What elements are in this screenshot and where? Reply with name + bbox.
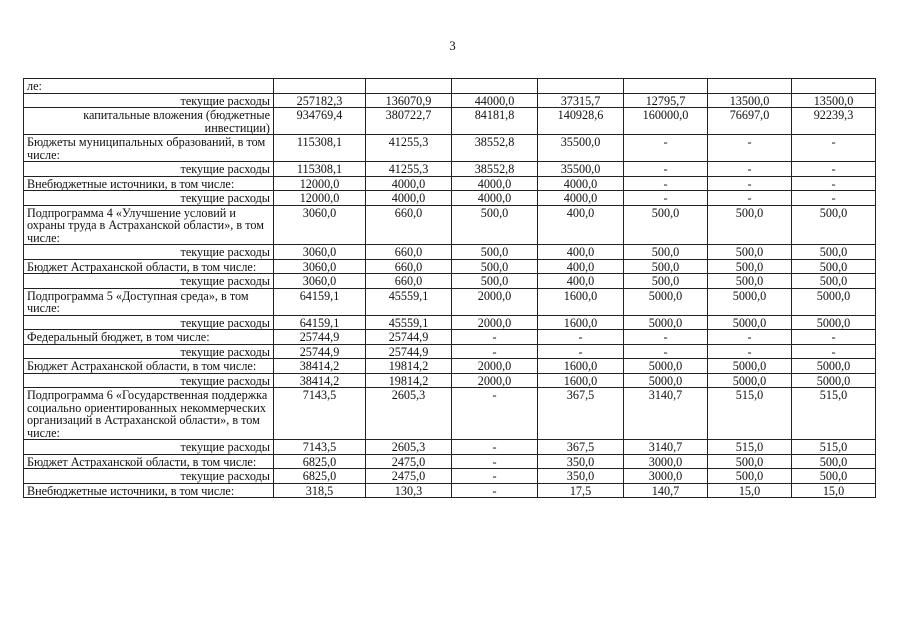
table-row <box>24 315 876 330</box>
value-cell: 19814,2 <box>366 373 452 388</box>
value-cell: 3060,0 <box>274 245 366 260</box>
value-cell: 6825,0 <box>274 454 366 469</box>
value-cell: 38414,2 <box>274 359 366 374</box>
value-cell: 5000,0 <box>624 288 708 315</box>
value-cell: - <box>792 162 876 177</box>
value-cell: 500,0 <box>452 205 538 245</box>
value-cell: 500,0 <box>792 454 876 469</box>
value-cell: 3060,0 <box>274 274 366 289</box>
budget-table <box>23 78 876 498</box>
value-cell: 367,5 <box>538 440 624 455</box>
value-cell: 934769,4 <box>274 108 366 135</box>
value-cell <box>274 79 366 94</box>
value-cell: - <box>452 344 538 359</box>
value-cell: 500,0 <box>624 205 708 245</box>
row-label: Подпрограмма 5 «Доступная среда», в том числе: <box>24 288 274 315</box>
value-cell: 2605,3 <box>366 388 452 440</box>
row-label: текущие расходы <box>24 93 274 108</box>
value-cell: 500,0 <box>792 245 876 260</box>
row-label: текущие расходы <box>24 162 274 177</box>
value-cell: - <box>792 191 876 206</box>
value-cell: 44000,0 <box>452 93 538 108</box>
budget-table-body <box>24 79 876 498</box>
table-row <box>24 245 876 260</box>
table-row <box>24 79 876 94</box>
table-row <box>24 191 876 206</box>
table-row <box>24 359 876 374</box>
value-cell: 3000,0 <box>624 454 708 469</box>
value-cell: 84181,8 <box>452 108 538 135</box>
value-cell: - <box>624 176 708 191</box>
value-cell: - <box>538 330 624 345</box>
value-cell: 4000,0 <box>366 191 452 206</box>
value-cell: 25744,9 <box>366 330 452 345</box>
value-cell: 660,0 <box>366 205 452 245</box>
table-row <box>24 274 876 289</box>
table-row <box>24 176 876 191</box>
value-cell <box>452 79 538 94</box>
value-cell: 45559,1 <box>366 315 452 330</box>
value-cell: 64159,1 <box>274 315 366 330</box>
value-cell: 7143,5 <box>274 440 366 455</box>
value-cell: 660,0 <box>366 245 452 260</box>
value-cell: 3140,7 <box>624 388 708 440</box>
value-cell: 4000,0 <box>538 191 624 206</box>
value-cell: 1600,0 <box>538 373 624 388</box>
value-cell: - <box>792 344 876 359</box>
value-cell: 4000,0 <box>538 176 624 191</box>
value-cell: 35500,0 <box>538 162 624 177</box>
value-cell: 5000,0 <box>792 359 876 374</box>
value-cell: 2475,0 <box>366 454 452 469</box>
value-cell: - <box>624 191 708 206</box>
table-row <box>24 330 876 345</box>
row-label: текущие расходы <box>24 469 274 484</box>
value-cell: - <box>708 176 792 191</box>
value-cell: 5000,0 <box>708 373 792 388</box>
value-cell: 500,0 <box>708 245 792 260</box>
table-row <box>24 373 876 388</box>
value-cell: 515,0 <box>792 388 876 440</box>
row-label: текущие расходы <box>24 274 274 289</box>
value-cell: 136070,9 <box>366 93 452 108</box>
table-row <box>24 162 876 177</box>
table-row <box>24 440 876 455</box>
value-cell <box>792 79 876 94</box>
value-cell: - <box>624 162 708 177</box>
value-cell: 500,0 <box>452 259 538 274</box>
value-cell: 515,0 <box>792 440 876 455</box>
value-cell: - <box>624 330 708 345</box>
value-cell: 4000,0 <box>452 176 538 191</box>
value-cell: - <box>708 162 792 177</box>
value-cell: - <box>452 388 538 440</box>
value-cell: - <box>708 191 792 206</box>
value-cell: 15,0 <box>792 483 876 498</box>
value-cell: 2000,0 <box>452 315 538 330</box>
value-cell: 1600,0 <box>538 315 624 330</box>
value-cell: 140928,6 <box>538 108 624 135</box>
row-label: Федеральный бюджет, в том числе: <box>24 330 274 345</box>
value-cell: 115308,1 <box>274 135 366 162</box>
value-cell: 5000,0 <box>624 373 708 388</box>
value-cell <box>538 79 624 94</box>
table-row <box>24 108 876 135</box>
value-cell: 13500,0 <box>708 93 792 108</box>
value-cell: 3060,0 <box>274 259 366 274</box>
value-cell: 500,0 <box>708 205 792 245</box>
page-number: 3 <box>449 38 456 53</box>
value-cell: - <box>452 469 538 484</box>
value-cell: 130,3 <box>366 483 452 498</box>
value-cell: 1600,0 <box>538 359 624 374</box>
value-cell: 500,0 <box>708 274 792 289</box>
value-cell: 500,0 <box>792 274 876 289</box>
row-label: Внебюджетные источники, в том числе: <box>24 483 274 498</box>
value-cell: 380722,7 <box>366 108 452 135</box>
value-cell: 3140,7 <box>624 440 708 455</box>
value-cell: - <box>792 135 876 162</box>
value-cell: 500,0 <box>452 274 538 289</box>
row-label: Бюджеты муниципальных образований, в том числе: <box>24 135 274 162</box>
table-row <box>24 135 876 162</box>
value-cell: 500,0 <box>708 454 792 469</box>
value-cell: 2000,0 <box>452 359 538 374</box>
value-cell: 37315,7 <box>538 93 624 108</box>
value-cell: 5000,0 <box>708 315 792 330</box>
value-cell: - <box>624 135 708 162</box>
value-cell: 5000,0 <box>792 315 876 330</box>
value-cell: - <box>708 330 792 345</box>
value-cell: 2605,3 <box>366 440 452 455</box>
value-cell: 350,0 <box>538 469 624 484</box>
value-cell <box>624 79 708 94</box>
value-cell: 500,0 <box>624 245 708 260</box>
value-cell: 500,0 <box>708 469 792 484</box>
value-cell: - <box>624 344 708 359</box>
value-cell <box>366 79 452 94</box>
table-row <box>24 259 876 274</box>
value-cell: 25744,9 <box>274 344 366 359</box>
value-cell: 35500,0 <box>538 135 624 162</box>
value-cell: 76697,0 <box>708 108 792 135</box>
table-row <box>24 483 876 498</box>
row-label: Внебюджетные источники, в том числе: <box>24 176 274 191</box>
value-cell: 350,0 <box>538 454 624 469</box>
value-cell: - <box>452 454 538 469</box>
value-cell: 64159,1 <box>274 288 366 315</box>
value-cell: 19814,2 <box>366 359 452 374</box>
row-label: капитальные вложения (бюджетные инвестиции) <box>24 108 274 135</box>
value-cell: 5000,0 <box>624 315 708 330</box>
value-cell: 41255,3 <box>366 135 452 162</box>
value-cell: 3000,0 <box>624 469 708 484</box>
value-cell: 660,0 <box>366 274 452 289</box>
value-cell: - <box>452 330 538 345</box>
value-cell: 5000,0 <box>792 288 876 315</box>
value-cell: 5000,0 <box>792 373 876 388</box>
value-cell: 3060,0 <box>274 205 366 245</box>
value-cell: 38552,8 <box>452 135 538 162</box>
table-row <box>24 288 876 315</box>
row-label: ле: <box>24 79 274 94</box>
value-cell: 500,0 <box>624 259 708 274</box>
row-label: Бюджет Астраханской области, в том числе: <box>24 359 274 374</box>
row-label: Подпрограмма 6 «Государственная поддержка социально ориентированных некоммерческих организаций в Астраханской области», в том числе: <box>24 388 274 440</box>
value-cell: 1600,0 <box>538 288 624 315</box>
value-cell: 25744,9 <box>274 330 366 345</box>
value-cell: - <box>452 483 538 498</box>
row-label: текущие расходы <box>24 344 274 359</box>
row-label: текущие расходы <box>24 315 274 330</box>
value-cell: 500,0 <box>792 469 876 484</box>
value-cell: 12795,7 <box>624 93 708 108</box>
table-row <box>24 388 876 440</box>
value-cell: 92239,3 <box>792 108 876 135</box>
value-cell: 500,0 <box>792 205 876 245</box>
value-cell: 515,0 <box>708 440 792 455</box>
value-cell: 367,5 <box>538 388 624 440</box>
value-cell: 500,0 <box>452 245 538 260</box>
value-cell: 400,0 <box>538 245 624 260</box>
value-cell: 45559,1 <box>366 288 452 315</box>
value-cell: 5000,0 <box>708 288 792 315</box>
value-cell: - <box>538 344 624 359</box>
value-cell: 15,0 <box>708 483 792 498</box>
value-cell: - <box>792 330 876 345</box>
row-label: Бюджет Астраханской области, в том числе: <box>24 454 274 469</box>
value-cell: - <box>792 176 876 191</box>
value-cell: 12000,0 <box>274 191 366 206</box>
value-cell: 6825,0 <box>274 469 366 484</box>
value-cell: 4000,0 <box>366 176 452 191</box>
value-cell: 515,0 <box>708 388 792 440</box>
row-label: текущие расходы <box>24 440 274 455</box>
table-row <box>24 205 876 245</box>
table-row <box>24 469 876 484</box>
value-cell: 13500,0 <box>792 93 876 108</box>
value-cell: 5000,0 <box>624 359 708 374</box>
value-cell: 400,0 <box>538 259 624 274</box>
value-cell: - <box>708 135 792 162</box>
row-label: текущие расходы <box>24 245 274 260</box>
value-cell: 4000,0 <box>452 191 538 206</box>
value-cell: 500,0 <box>708 259 792 274</box>
row-label: текущие расходы <box>24 373 274 388</box>
value-cell: 17,5 <box>538 483 624 498</box>
value-cell: 500,0 <box>624 274 708 289</box>
value-cell: 257182,3 <box>274 93 366 108</box>
value-cell: 38414,2 <box>274 373 366 388</box>
value-cell: 5000,0 <box>708 359 792 374</box>
value-cell: 2000,0 <box>452 288 538 315</box>
value-cell: 318,5 <box>274 483 366 498</box>
value-cell: 160000,0 <box>624 108 708 135</box>
row-label: Подпрограмма 4 «Улучшение условий и охраны труда в Астраханской области», в том числе: <box>24 205 274 245</box>
value-cell: 400,0 <box>538 205 624 245</box>
row-label: текущие расходы <box>24 191 274 206</box>
value-cell: 12000,0 <box>274 176 366 191</box>
table-row <box>24 454 876 469</box>
value-cell: 25744,9 <box>366 344 452 359</box>
value-cell <box>708 79 792 94</box>
value-cell: 500,0 <box>792 259 876 274</box>
value-cell: 41255,3 <box>366 162 452 177</box>
table-row <box>24 344 876 359</box>
table-row <box>24 93 876 108</box>
value-cell: 2000,0 <box>452 373 538 388</box>
row-label: Бюджет Астраханской области, в том числе: <box>24 259 274 274</box>
value-cell: 38552,8 <box>452 162 538 177</box>
value-cell: 115308,1 <box>274 162 366 177</box>
value-cell: 7143,5 <box>274 388 366 440</box>
value-cell: 660,0 <box>366 259 452 274</box>
value-cell: - <box>452 440 538 455</box>
value-cell: 140,7 <box>624 483 708 498</box>
value-cell: - <box>708 344 792 359</box>
value-cell: 2475,0 <box>366 469 452 484</box>
value-cell: 400,0 <box>538 274 624 289</box>
